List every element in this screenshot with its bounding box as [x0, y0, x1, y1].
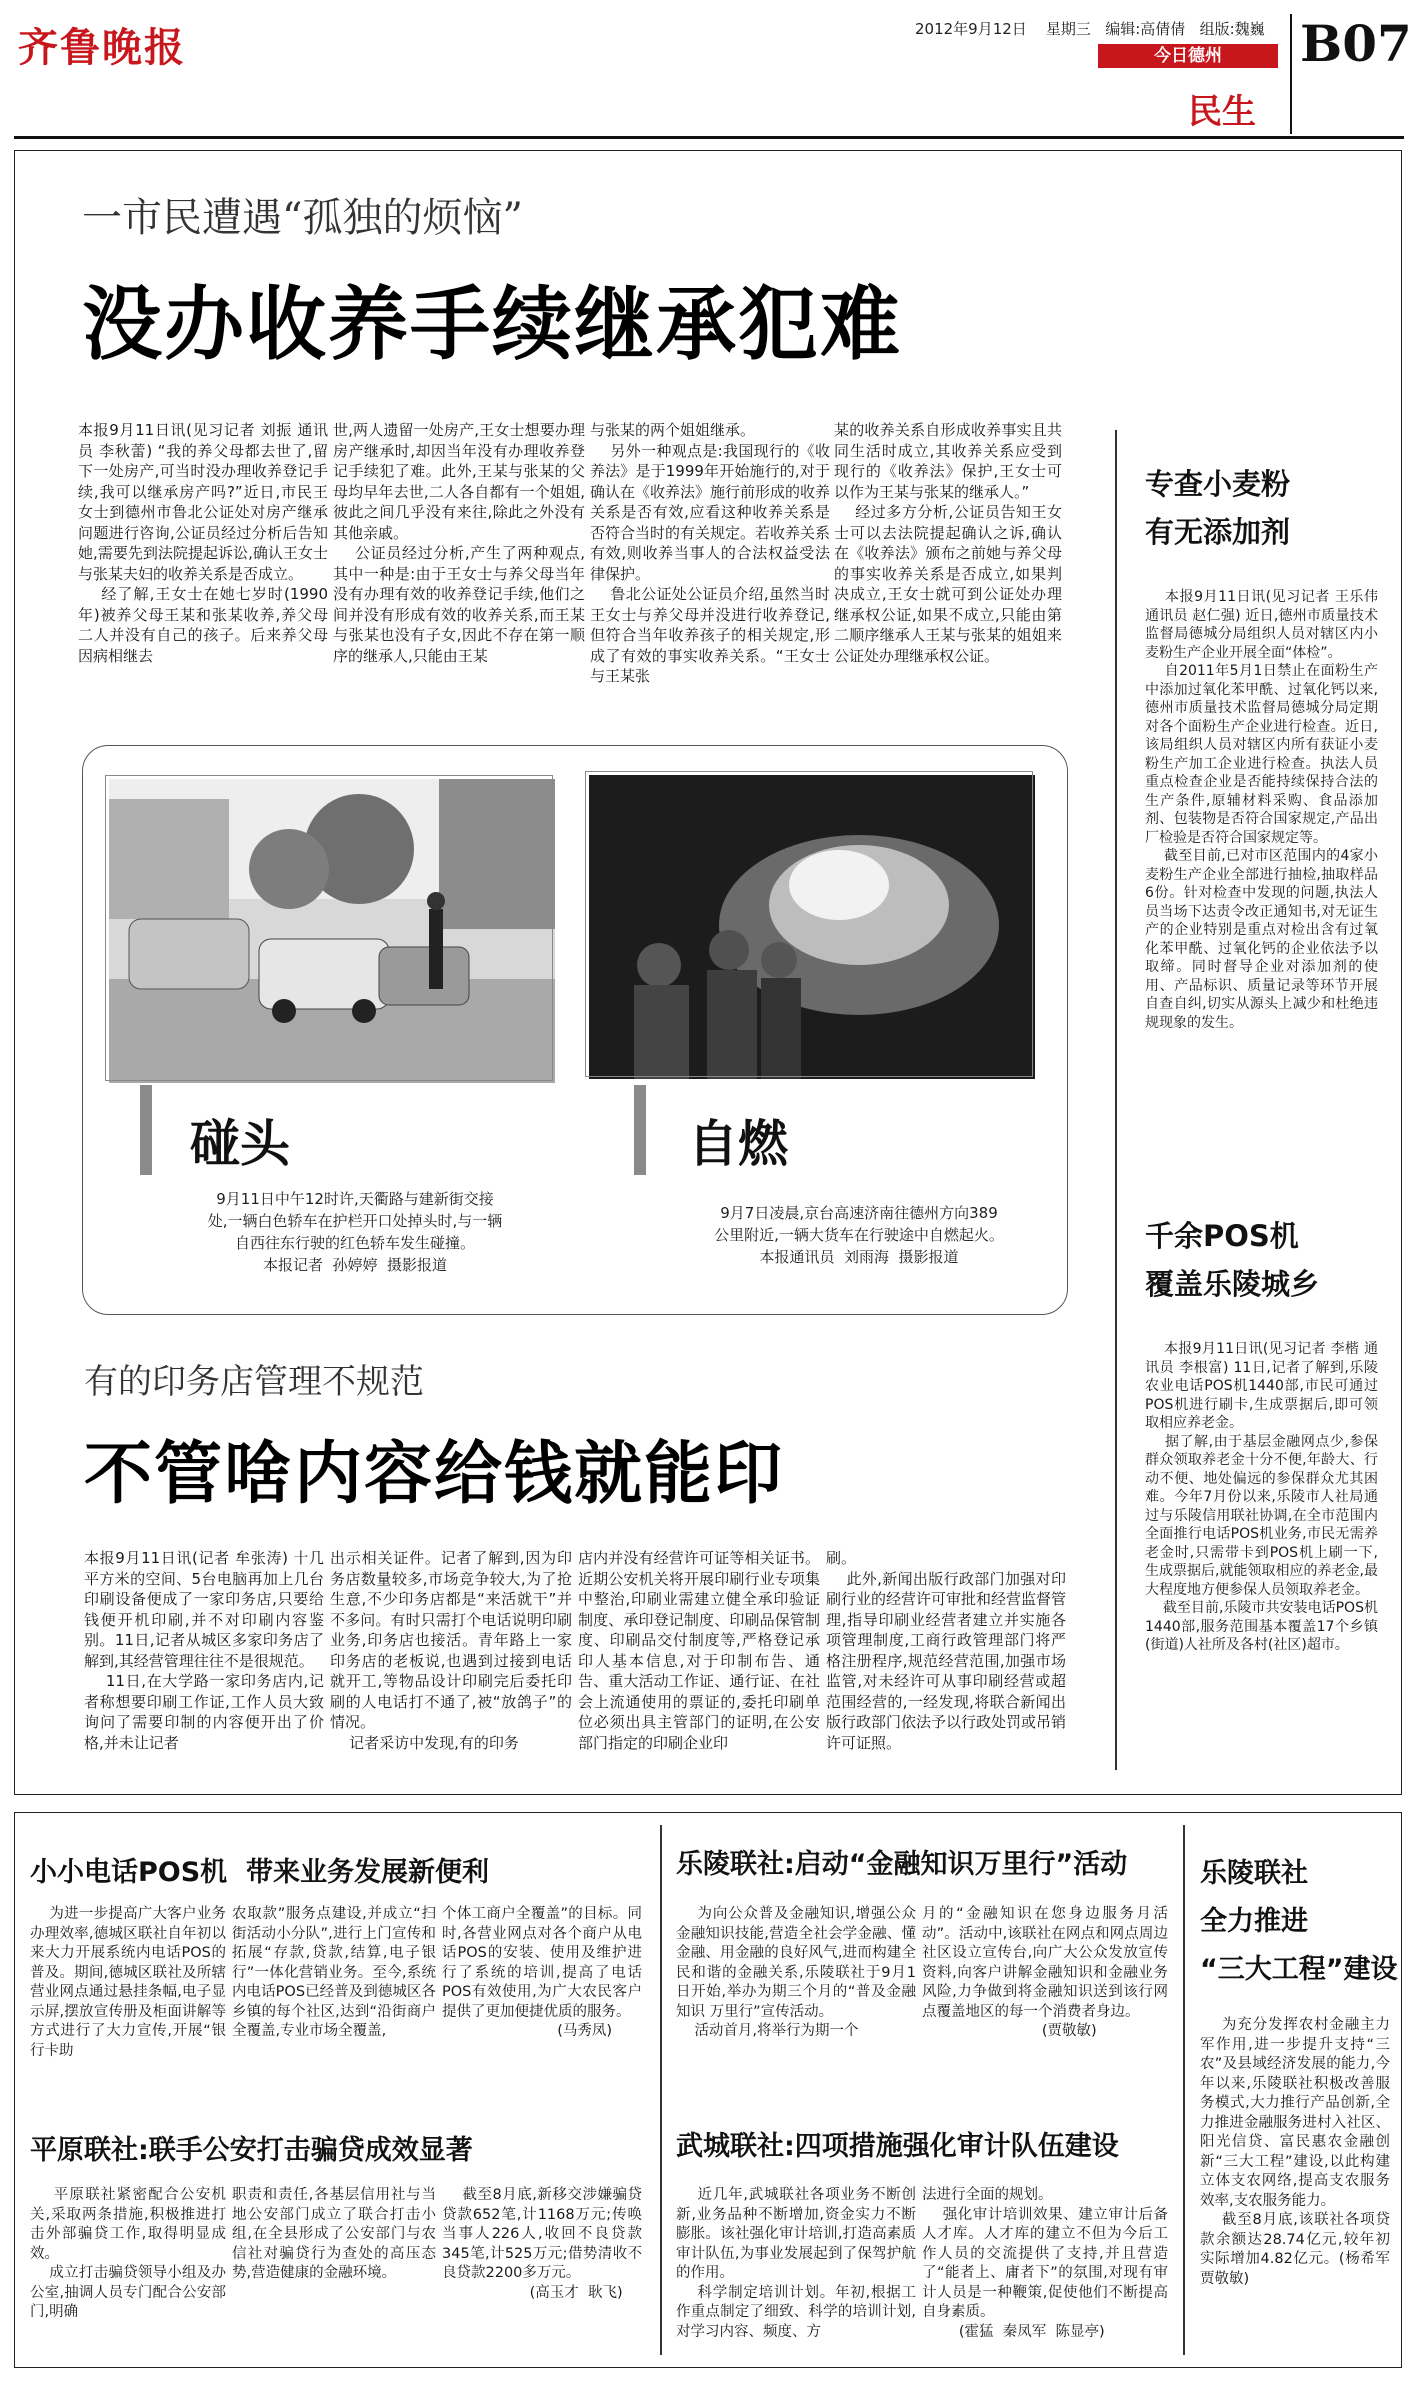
collision-caption: 9月11日中午12时许,天衢路与建新街交接 处,一辆白色轿车在护栏开口处掉头时,与一辆 自西往东行驶的红色轿车发生碰撞。 本报记者 孙婷婷 摄影报道 [207, 1190, 503, 1274]
story1-headline: 没办收养手续继承犯难 [82, 278, 902, 371]
bottom-a-col1: 为进一步提高广大客户业务办理效率,德城区联社自年初以来大力开展系统内电话POS的普及。期间,德城区联社及所辖营业网点通过悬挂条幅,电子显示屏,摆放宣传册及柜面讲解等方式进行了大力宣传,开展“银行卡助 [30, 1906, 227, 2059]
section-badge: 今日德州 [1098, 44, 1278, 68]
bottom-a-title: 小小电话POS机 带来业务发展新便利 [30, 1857, 489, 1888]
header-rule [14, 136, 1404, 139]
collision-caption-bar [140, 1085, 152, 1175]
bottom-divider-2 [1183, 1825, 1185, 2355]
bottom-e-title: 乐陵联社 全力推进 “三大工程”建设 [1200, 1858, 1398, 1985]
issue-date: 2012年9月12日 [915, 20, 1027, 38]
fire-caption: 9月7日凌晨,京台高速济南往德州方向389 公里附近,一辆大货车在行驶途中自燃起火。 本报通讯员 刘雨海 摄影报道 [714, 1204, 1004, 1266]
story2-headline: 不管啥内容给钱就能印 [84, 1435, 785, 1514]
story2-col3: 店内并没有经营许可证等相关证书。近期公安机关将开展印刷行业专项集中整治,印刷业需建立健全承印验证制度、承印登记制度、印刷品保管制度、印刷品交付制度等,严格登记承印人基本信息,对于印制布告、通告、重大活动工作证、通行证、在社会上流通使用的票证的,委托印刷单位必须出具主管部门的证明,在公安部门指定的印刷企业印 [578, 1549, 820, 1752]
bottom-b-title: 平原联社:联手公安打击骗贷成效显著 [30, 2135, 473, 2166]
sidebar1-title: 专查小麦粉 有无添加剂 [1145, 467, 1291, 549]
collision-title: 碰头 [190, 1115, 290, 1173]
fire-caption-bar [634, 1085, 646, 1175]
bottom-c-col1: 为向公众普及金融知识,增强公众金融知识技能,营造全社会学金融、懂金融、用金融的良好风气,进而构建全民和谐的金融关系,乐陵联社于9月1日开始,举办为期三个月的“普及金融知识 万里行”宣传活动。 活动首月,将举行为期一个 [676, 1906, 917, 2039]
story2-col2: 出示相关证件。记者了解到,因为印务店数量较多,市场竞争较大,为了抢生意,不少印务店都是“来活就干”并不多问。有时只需打个电话说明印刷业务,印务店也接活。青年路上一家印务店的老板说,也遇到过接到电话就开工,等物品设计印刷完后委托印刷的人电话打不通了,被“放鸽子”的情况。 记者采访中发现,有的印务 [330, 1549, 572, 1752]
collision-photo-image [109, 779, 555, 1083]
issue-weekday: 星期三 [1045, 20, 1091, 38]
story1-col2: 世,两人遗留一处房产,王女士想要办理房产继承时,却因当年没有办理收养登记手续犯了难。此外,王某与张某的父母均早年去世,二人各自都有一个姐姐,彼此之间几乎没有来往,除此之外没有其他亲戚。 公证员经过分析,产生了两种观点,其中一种是:由于王女士与养父母当年没有办理有效的收养登记手续,他们之间并没有形成有效的收养关系,而王某与张某也没有子女,因此不存在第一顺序的继承人,只能由王某 [333, 421, 585, 665]
sidebar2-text: 本报9月11日讯(见习记者 李楷 通讯员 李根富) 11日,记者了解到,乐陵农业电话POS机1440部,市民可通过POS机进行刷卡,生成票据后,即可领取相应养老金。 据了解,由于基层金融网点少,参保群众领取养老金十分不便,年龄大、行动不便、地处偏远的参保群众尤其困难。今年7月份以来,乐陵市人社局通过与乐陵信用联社协调,在全市范围内全面推行电话POS机业务,市民无需养老金时,只需带卡到POS机上刷一下,生成票据后,就能领取相应的养老金,最大程度地方便参保人员领取养老金。 截至目前,乐陵市共安装电话POS机1440部,服务范围基本覆盖17个乡镇(街道)人社所及各村(社区)超市。 [1145, 1341, 1378, 1653]
bottom-d-title: 武城联社:四项措施强化审计队伍建设 [676, 2131, 1119, 2162]
story2-col1: 本报9月11日讯(记者 牟张涛) 十几平方米的空间、5台电脑再加上几台印刷设备便成了一家印务店,只要给钱便开机印刷,并不对印刷内容鉴别。11日,记者从城区多家印务店了解到,其经营管理往往不是很规范。 11日,在大学路一家印务店内,记者称想要印刷工作证,工作人员大致询问了需要印制的内容便开出了价格,并未让记者 [84, 1549, 325, 1752]
issue-meta [915, 18, 1265, 39]
bottom-b-col1: 平原联社紧密配合公安机关,采取两条措施,积极推进打击外部骗贷工作,取得明显成效。 成立打击骗贷领导小组及办公室,抽调人员专门配合公安部门,明确 [30, 2187, 227, 2320]
newspaper-logo: 齐鲁晚报 [18, 24, 186, 71]
story1-col3: 与张某的两个姐姐继承。 另外一种观点是:我国现行的《收养法》是于1999年开始施行的,对于确认在《收养法》施行前形成的收养关系是否有效,应看这种收养关系是否符合当时的有关规定。若收养关系有效,则收养当事人的合法权益受法律保护。 鲁北公证处公证员介绍,虽然当时王女士与养父母并没进行收养登记,但符合当年收养孩子的相关规定,形成了有效的事实收养关系。“王女士与王某张 [590, 421, 831, 685]
bottom-b-col3: 截至8月底,新移交涉嫌骗贷贷款652笔,计1168万元;传唤当事人226人,收回不良贷款345笔,计525万元;借势清收不良贷款2200多万元。 (高玉才 耿飞) [442, 2187, 642, 2301]
story1-col4: 某的收养关系自形成收养事实且共同生活时成立,其收养关系应受到现行的《收养法》保护,王女士可以作为王某与张某的继承人。” 经过多方分析,公证员告知王女士可以去法院提起确认之诉,确认在《收养法》颁布之前她与养父母的事实收养关系是否成立,如果判决成立,王女士就可到公证处办理继承权公证,如果不成立,只能由第二顺序继承人王某与张某的姐姐来公证处办理继承权公证。 [834, 421, 1062, 665]
bottom-c-title: 乐陵联社:启动“金融知识万里行”活动 [676, 1849, 1128, 1880]
section-name: 民生 [1188, 92, 1256, 132]
bottom-c-col2: 月的“金融知识在您身边服务月活动”。活动中,该联社在网点和网点周边社区设立宣传台,向广大公众发放宣传资料,向客户讲解金融知识和金融业务风险,力争做到将金融知识送到该行网点覆盖地区的每一个消费者身边。 (贾敬敏) [922, 1906, 1168, 2039]
fire-photo-image [589, 775, 1035, 1079]
bottom-d-col1: 近几年,武城联社各项业务不断创新,业务品种不断增加,资金实力不断膨胀。该社强化审计培训,打造高素质审计队伍,为事业发展起到了保驾护航的作用。 科学制定培训计划。年初,根据工作重点制定了细致、科学的培训计划,对学习内容、频度、方 [676, 2187, 917, 2340]
sidebar-divider [1115, 430, 1117, 1770]
header-divider [1290, 14, 1292, 134]
bottom-d-col2: 法进行全面的规划。 强化审计培训效果、建立审计后备人才库。人才库的建立不但为今后工作人员的交流提供了支持,并且营造了“能者上、庸者下”的氛围,对现有审计人员是一种鞭策,促使他们不断提高自身素质。 (霍猛 秦凤军 陈显亭) [922, 2187, 1169, 2340]
story2-col4: 刷。 此外,新闻出版行政部门加强对印刷行业的经营许可审批和经营监督管理,指导印刷业经营者建立并实施各项管理制度,工商行政管理部门将严格注册程序,规范经营范围,加强市场监管,对未经许可从事印刷经营或超范围经营的,一经发现,将联合新闻出版行政部门依法予以行政处罚或吊销许可证照。 [826, 1549, 1067, 1752]
story2-kicker: 有的印务店管理不规范 [84, 1362, 424, 1402]
bottom-e-text: 为充分发挥农村金融主力军作用,进一步提升支持“三农”及县域经济发展的能力,今年以来,乐陵联社积极改善服务模式,大力推行产品创新,全力推进金融服务进村入社区、阳光信贷、富民惠农金融创新“三大工程”建设,以此构建立体支农网络,提高支农服务效率,支农服务能力。 截至8月底,该联社各项贷款余额达28.74亿元,较年初实际增加4.82亿元。(杨希军 贾敬敏) [1200, 2017, 1391, 2287]
sidebar2-title: 千余POS机 覆盖乐陵城乡 [1145, 1219, 1320, 1301]
fire-title: 自燃 [688, 1115, 788, 1173]
bottom-a-col2: 农取款”服务点建设,并成立“扫街活动小分队”,进行上门宣传和拓展“存款,贷款,结算,电子银行”一体化营销业务。至今,系统内电话POS已经普及到德城区各乡镇的每个社区,达到“沿街商户全覆盖,专业市场全覆盖, [232, 1906, 436, 2039]
fire-photo [586, 772, 1032, 1076]
sidebar1-text: 本报9月11日讯(见习记者 王乐伟 通讯员 赵仁强) 近日,德州市质量技术监督局德城分局组织人员对辖区内小麦粉生产企业开展全面“体检”。 自2011年5月1日禁止在面粉生产中添加过氧化苯甲酰、过氧化钙以来,德州市质量技术监督局德城分局定期对各个面粉生产企业进行检查。近日,该局组织人员对辖区内所有获证小麦粉生产加工企业进行检查。执法人员重点检查企业是否能持续保持合法的生产条件,原辅材料采购、食品添加剂、包装物是否符合国家规定,产品出厂检验是否符合国家规定等。 截至目前,已对市区范围内的4家小麦粉生产企业全部进行抽检,抽取样品6份。针对检查中发现的问题,执法人员当场下达责令改正通知书,对无证生产的企业特别是重点对检出含有过氧化苯甲酰、过氧化钙的企业依法予以取缔。同时督导企业对添加剂的使用、产品标识、质量记录等环节开展自查自纠,切实从源头上减少和杜绝违规现象的发生。 [1145, 589, 1378, 1031]
story1-col1: 本报9月11日讯(见习记者 刘振 通讯员 李秋蕾) “我的养父母都去世了,留下一处房产,可当时没办理收养登记手续,我可以继承房产吗?”近日,市民王女士到德州市鲁北公证处对房产继承问题进行咨询,公证员经过分析后告知她,需要先到法院提起诉讼,确认王女士与张某夫妇的收养关系是否成立。 经了解,王女士在她七岁时(1990年)被养父母王某和张某收养,养父母二人并没有自己的孩子。后来养父母因病相继去 [78, 421, 328, 665]
page-number: B07 [1300, 14, 1412, 73]
story1-kicker: 一市民遭遇“孤独的烦恼” [82, 195, 523, 241]
editor-credit: 编辑:高倩倩 [1105, 20, 1186, 38]
collision-photo [106, 776, 552, 1080]
layout-credit: 组版:魏巍 [1199, 20, 1265, 38]
bottom-b-col2: 职责和责任,各基层信用社与当地公安部门成立了联合打击小组,在全县形成了公安部门与农信社对骗贷行为查处的高压态势,营造健康的金融环境。 [232, 2187, 436, 2281]
bottom-divider-1 [660, 1825, 662, 2355]
bottom-a-col3: 个体工商户全覆盖”的目标。同时,各营业网点对各个商户从电话POS的安装、使用及维护进行了系统的培训,提高了电话POS有效使用,为广大农民客户提供了更加便捷优质的服务。 (马秀凤) [442, 1906, 642, 2039]
